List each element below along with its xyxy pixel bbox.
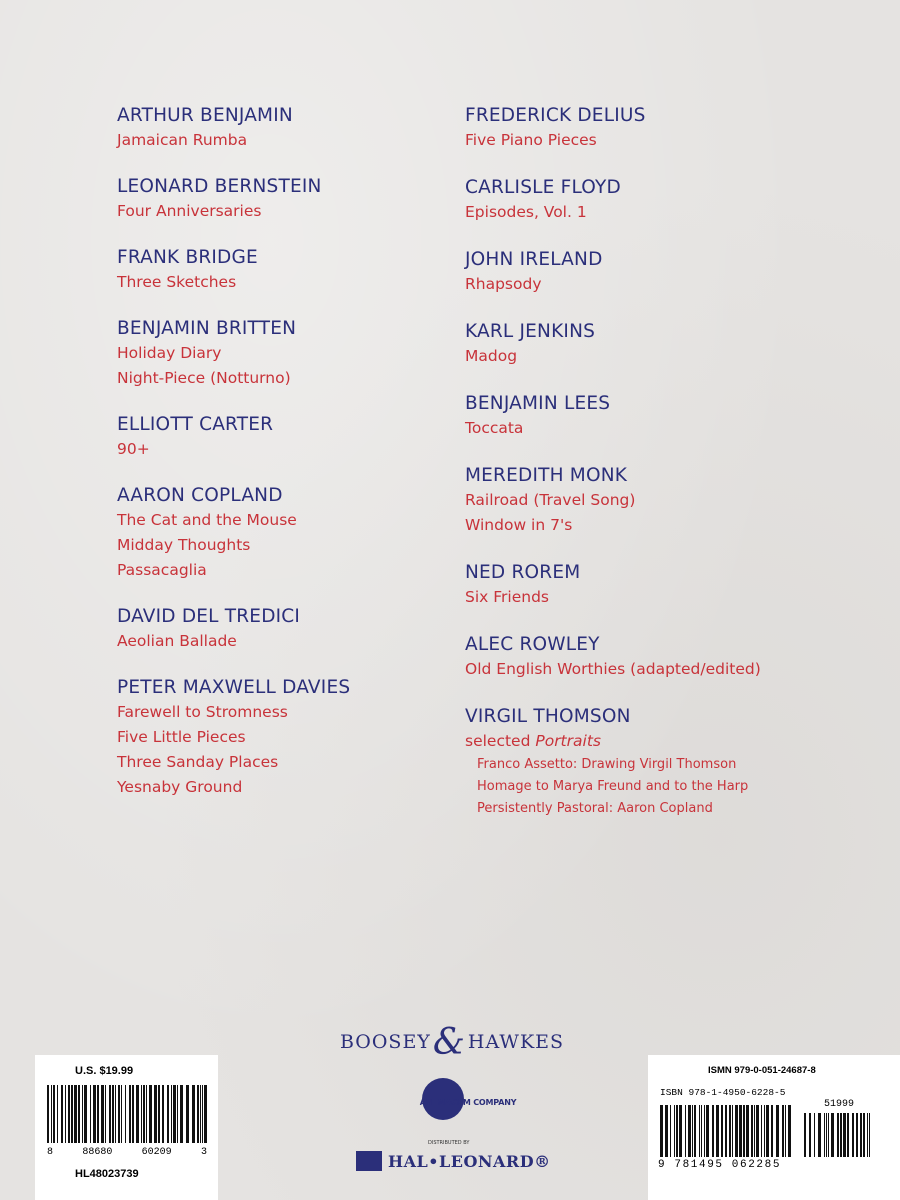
barcode-bar xyxy=(869,1113,870,1157)
barcode-bar xyxy=(90,1085,91,1143)
barcode-bar xyxy=(143,1085,145,1143)
work-title: 90+ xyxy=(117,440,150,458)
upc-digits: 8 88680 60209 3 xyxy=(47,1147,207,1158)
price-sticker xyxy=(35,1055,218,1200)
boosey-hawkes-logo: BOOSEY& HAWKES xyxy=(339,1022,565,1063)
barcode-bar xyxy=(743,1105,745,1157)
work-title: Night-Piece (Notturno) xyxy=(117,369,291,387)
work-title: Three Sketches xyxy=(117,273,237,291)
composer-entry xyxy=(465,633,865,682)
barcode-bar xyxy=(129,1085,131,1143)
composer-name: ARTHUR BENJAMIN xyxy=(117,105,293,126)
isbn-label: ISBN 978-1-4950-6228-5 xyxy=(660,1087,786,1098)
work-title: Episodes, Vol. 1 xyxy=(465,203,587,221)
work-title: Midday Thoughts xyxy=(117,536,251,554)
barcode-bar xyxy=(162,1085,164,1143)
barcode-bar xyxy=(751,1105,753,1157)
isbn-digits: 9 781495 062285 xyxy=(658,1159,782,1171)
barcode-bar xyxy=(53,1085,55,1143)
barcode-bar xyxy=(61,1085,63,1143)
barcode-bar xyxy=(764,1105,765,1157)
work-title: Passacaglia xyxy=(117,561,207,579)
barcode-bar xyxy=(688,1105,691,1157)
work-title: Three Sanday Places xyxy=(117,753,279,771)
barcode-bar xyxy=(785,1105,786,1157)
work-title: Old English Worthies (adapted/edited) xyxy=(465,660,761,678)
composer-entry xyxy=(465,320,865,369)
composer-entry xyxy=(117,246,437,295)
upc-barcode xyxy=(47,1085,207,1143)
barcode-bar xyxy=(192,1085,195,1143)
work-title: Five Piano Pieces xyxy=(465,131,597,149)
barcode-bar xyxy=(180,1085,183,1143)
barcode-bar xyxy=(831,1113,834,1157)
barcode-bar xyxy=(200,1085,201,1143)
barcode-bar xyxy=(101,1085,104,1143)
composer-entry xyxy=(117,104,437,153)
composer-name: NED ROREM xyxy=(465,562,581,583)
barcode-bar xyxy=(84,1085,87,1143)
barcode-bar xyxy=(828,1113,829,1157)
composer-entry xyxy=(117,175,437,224)
work-title: The Cat and the Mouse xyxy=(117,511,297,529)
barcode-bar xyxy=(173,1085,176,1143)
barcode-bar xyxy=(167,1085,169,1143)
right-composer-column xyxy=(465,104,865,843)
barcode-bar xyxy=(692,1105,693,1157)
work-title: Window in 7's xyxy=(465,516,573,534)
composer-name: AARON COPLAND xyxy=(117,485,283,506)
barcode-bar xyxy=(118,1085,120,1143)
composer-name: ELLIOTT CARTER xyxy=(117,414,274,435)
barcode-bar xyxy=(158,1085,160,1143)
composer-entry xyxy=(465,104,865,153)
isbn-barcode xyxy=(660,1105,795,1157)
barcode-bar xyxy=(694,1105,696,1157)
barcode-bar xyxy=(863,1113,865,1157)
barcode-bar xyxy=(699,1105,700,1157)
composer-name: JOHN IRELAND xyxy=(465,249,603,270)
barcode-bar xyxy=(867,1113,868,1157)
barcode-bar xyxy=(843,1113,846,1157)
barcode-bar xyxy=(125,1085,126,1143)
barcode-bar xyxy=(132,1085,134,1143)
work-title: Five Little Pieces xyxy=(117,728,246,746)
left-composer-column xyxy=(117,104,437,822)
barcode-bar xyxy=(814,1113,815,1157)
composer-name: FREDERICK DELIUS xyxy=(465,105,646,126)
composer-name: LEONARD BERNSTEIN xyxy=(117,176,322,197)
barcode-bar xyxy=(716,1105,719,1157)
barcode-bar xyxy=(706,1105,709,1157)
barcode-bar xyxy=(670,1105,671,1157)
composer-entry xyxy=(117,484,437,583)
barcode-bar xyxy=(149,1085,152,1143)
barcode-bar xyxy=(739,1105,742,1157)
barcode-bar xyxy=(51,1085,52,1143)
barcode-bar xyxy=(146,1085,147,1143)
barcode-bar xyxy=(202,1085,203,1143)
work-title: Jamaican Rumba xyxy=(117,131,248,149)
barcode-bar xyxy=(761,1105,762,1157)
composer-entry xyxy=(465,248,865,297)
composer-name: KARL JENKINS xyxy=(465,321,596,342)
barcode-bar xyxy=(809,1113,811,1157)
composer-name: BENJAMIN BRITTEN xyxy=(117,318,297,339)
hl-number: HL48023739 xyxy=(75,1168,139,1180)
composer-name: ALEC ROWLEY xyxy=(465,634,600,655)
price-addon: 51999 xyxy=(824,1099,855,1110)
composer-name: FRANK BRIDGE xyxy=(117,247,258,268)
barcode-bar xyxy=(704,1105,705,1157)
work-title: Toccata xyxy=(465,419,524,437)
portrait-title: Franco Assetto: Drawing Virgil Thomson xyxy=(477,757,737,772)
barcode-bar xyxy=(837,1113,839,1157)
barcode-bar xyxy=(788,1105,791,1157)
work-title: Rhapsody xyxy=(465,275,542,293)
work-title: Railroad (Travel Song) xyxy=(465,491,636,509)
barcode-bar xyxy=(82,1085,83,1143)
barcode-bar xyxy=(732,1105,733,1157)
price-label: U.S. $19.99 xyxy=(75,1065,134,1077)
barcode-bar xyxy=(68,1085,70,1143)
barcode-bar xyxy=(71,1085,73,1143)
composer-entry xyxy=(117,605,437,654)
work-title: Farewell to Stromness xyxy=(117,703,288,721)
composer-name: MEREDITH MONK xyxy=(465,465,628,486)
barcode-bar xyxy=(112,1085,114,1143)
composer-entry xyxy=(465,561,865,610)
barcode-bar xyxy=(78,1085,80,1143)
barcode-bar xyxy=(93,1085,96,1143)
composer-name: PETER MAXWELL DAVIES xyxy=(117,677,351,698)
barcode-bar xyxy=(665,1105,668,1157)
barcode-bar xyxy=(721,1105,723,1157)
barcode-bar xyxy=(824,1113,825,1157)
composer-entry xyxy=(465,392,865,441)
barcode-bar xyxy=(177,1085,178,1143)
barcode-bar xyxy=(685,1105,686,1157)
barcode-bar xyxy=(782,1105,784,1157)
barcode-bar xyxy=(109,1085,111,1143)
barcode-bar xyxy=(771,1105,773,1157)
barcode-bar xyxy=(105,1085,106,1143)
composer-name: BENJAMIN LEES xyxy=(465,393,611,414)
barcode-bar xyxy=(847,1113,849,1157)
composer-entry xyxy=(465,705,865,820)
work-title: selected Portraits xyxy=(465,732,601,750)
barcode-bar xyxy=(660,1105,663,1157)
work-title: Four Anniversaries xyxy=(117,202,262,220)
barcode-bar xyxy=(746,1105,749,1157)
composer-entry xyxy=(465,176,865,225)
portrait-title: Homage to Marya Freund and to the Harp xyxy=(477,779,749,794)
isbn-sticker xyxy=(648,1055,900,1200)
work-title: Holiday Diary xyxy=(117,344,222,362)
barcode-bar xyxy=(121,1085,122,1143)
work-title: Yesnaby Ground xyxy=(117,778,243,796)
composer-name: DAVID DEL TREDICI xyxy=(117,606,301,627)
barcode-bar xyxy=(204,1085,207,1143)
barcode-bar xyxy=(47,1085,49,1143)
barcode-bar xyxy=(171,1085,172,1143)
composer-entry xyxy=(117,317,437,391)
barcode-bar xyxy=(141,1085,142,1143)
barcode-bar xyxy=(674,1105,675,1157)
barcode-bar xyxy=(186,1085,189,1143)
work-title: Madog xyxy=(465,347,518,365)
barcode-bar xyxy=(735,1105,738,1157)
barcode-bar xyxy=(766,1105,769,1157)
barcode-bar xyxy=(754,1105,755,1157)
barcode-bar xyxy=(701,1105,702,1157)
barcode-bar xyxy=(729,1105,731,1157)
barcode-bar xyxy=(818,1113,821,1157)
distributed-by-label: DISTRIBUTED BY xyxy=(428,1140,470,1146)
hal-leonard-logo: HAL•LEONARD® xyxy=(356,1150,551,1172)
portrait-title: Persistently Pastoral: Aaron Copland xyxy=(477,801,713,816)
barcode-bar xyxy=(725,1105,727,1157)
composer-entry xyxy=(117,676,437,800)
barcode-bar xyxy=(756,1105,759,1157)
composer-name: CARLISLE FLOYD xyxy=(465,177,621,198)
barcode-bar xyxy=(197,1085,199,1143)
barcode-bar xyxy=(712,1105,714,1157)
barcode-bar xyxy=(65,1085,66,1143)
barcode-bar xyxy=(826,1113,827,1157)
barcode-bar xyxy=(856,1113,858,1157)
addon-barcode xyxy=(804,1113,870,1157)
barcode-bar xyxy=(804,1113,806,1157)
barcode-bar xyxy=(852,1113,854,1157)
barcode-bar xyxy=(676,1105,678,1157)
composer-entry xyxy=(117,413,437,462)
composer-name: VIRGIL THOMSON xyxy=(465,706,631,727)
barcode-bar xyxy=(136,1085,139,1143)
work-title: Six Friends xyxy=(465,588,549,606)
barcode-bar xyxy=(860,1113,862,1157)
hal-leonard-icon xyxy=(356,1151,382,1171)
barcode-bar xyxy=(57,1085,58,1143)
barcode-bar xyxy=(776,1105,779,1157)
barcode-bar xyxy=(840,1113,842,1157)
composer-entry xyxy=(465,464,865,538)
imagem-logo: AN IMAGEM COMPANY xyxy=(398,1078,538,1138)
barcode-bar xyxy=(115,1085,116,1143)
work-title: Aeolian Ballade xyxy=(117,632,237,650)
barcode-bar xyxy=(679,1105,682,1157)
ismn-label: ISMN 979-0-051-24687-8 xyxy=(708,1065,816,1076)
barcode-bar xyxy=(74,1085,77,1143)
barcode-bar xyxy=(154,1085,157,1143)
barcode-bar xyxy=(97,1085,99,1143)
